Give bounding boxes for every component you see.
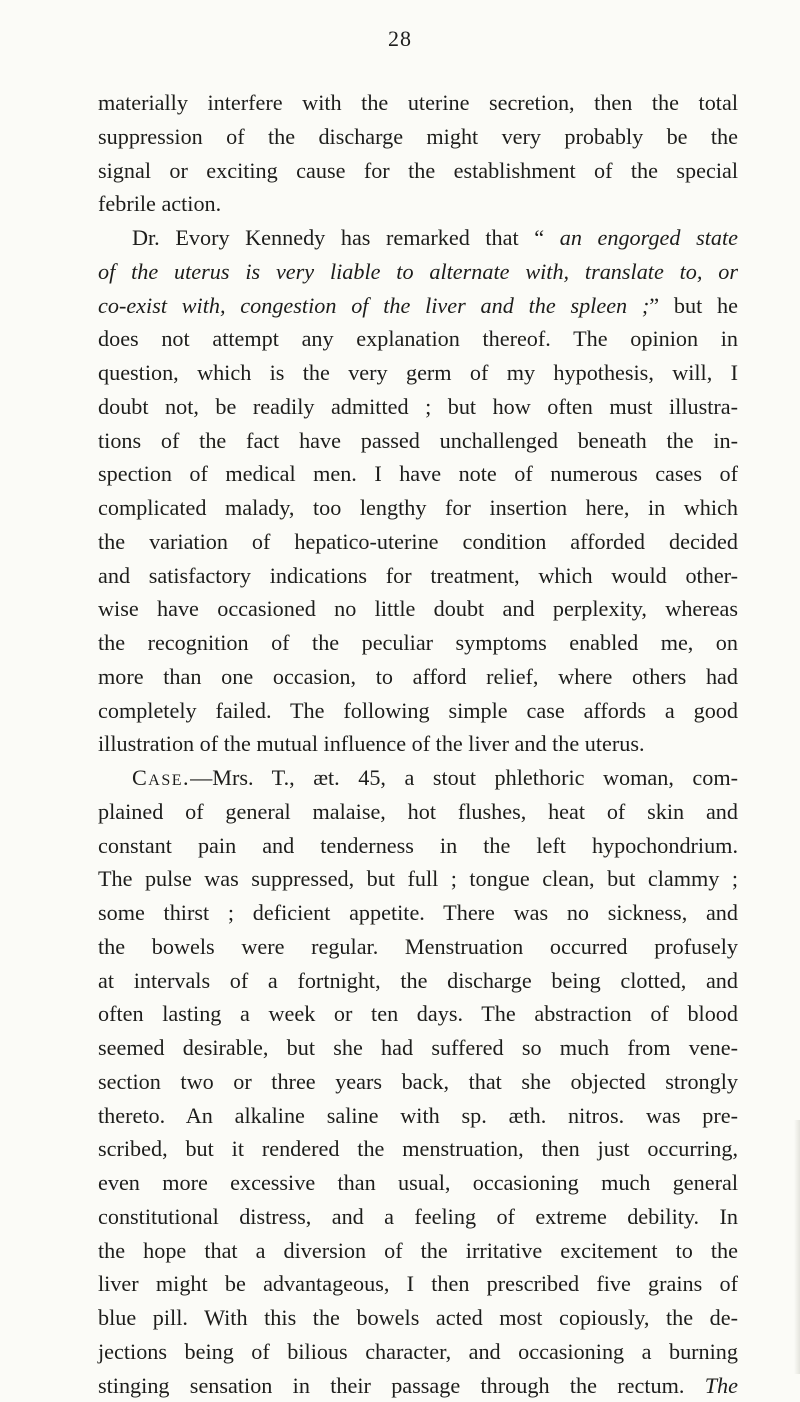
text-line: question, which is the very germ of my hypothesis, will, I (98, 356, 738, 390)
text-line: the recognition of the peculiar symptoms enabled me, on (98, 626, 738, 660)
text-line: suppression of the discharge might very probably be the (98, 120, 738, 154)
text-line: signal or exciting cause for the establishment of the special (98, 154, 738, 188)
case-heading: Case. (132, 765, 190, 790)
page-edge-shadow (794, 1120, 800, 1374)
text-line: more than one occasion, to afford relief, where others had (98, 660, 738, 694)
text-line: scribed, but it rendered the menstruation, then just occurring, (98, 1132, 738, 1166)
text-line: The pulse was suppressed, but full ; tongue clean, but clammy ; (98, 862, 738, 896)
text-line: seemed desirable, but she had suffered so much from vene- (98, 1031, 738, 1065)
text-line: at intervals of a fortnight, the discharge being clotted, and (98, 964, 738, 998)
text-line: of the uterus is very liable to alternate with, translate to, or (98, 255, 738, 289)
text-line: completely failed. The following simple case affords a good (98, 694, 738, 728)
text-line: constitutional distress, and a feeling of extreme debility. In (98, 1200, 738, 1234)
text-line: illustration of the mutual influence of the liver and the uterus. (98, 727, 738, 761)
body-text (98, 86, 738, 1402)
text-line: the hope that a diversion of the irritative excitement to the (98, 1234, 738, 1268)
text-line: thereto. An alkaline saline with sp. æth. nitros. was pre- (98, 1099, 738, 1133)
text-line: blue pill. With this the bowels acted most copiously, the de- (98, 1301, 738, 1335)
text-line: plained of general malaise, hot flushes, heat of skin and (98, 795, 738, 829)
text-line: constant pain and tenderness in the left hypochondrium. (98, 829, 738, 863)
text-line: jections being of bilious character, and occasioning a burning (98, 1335, 738, 1369)
text-line: even more excessive than usual, occasioning much general (98, 1166, 738, 1200)
text-line: some thirst ; deficient appetite. There was no sickness, and (98, 896, 738, 930)
text-line: liver might be advantageous, I then prescribed five grains of (98, 1267, 738, 1301)
text-line: febrile action. (98, 187, 738, 221)
text-line: co-exist with, congestion of the liver and the spleen ;” but he (98, 289, 738, 323)
text-line: the bowels were regular. Menstruation occurred profusely (98, 930, 738, 964)
text-line: Case.—Mrs. T., æt. 45, a stout phlethoric woman, com- (98, 761, 738, 795)
text-line: stinging sensation in their passage through the rectum. The (98, 1369, 738, 1402)
text-line: and satisfactory indications for treatment, which would other- (98, 559, 738, 593)
text-line: doubt not, be readily admitted ; but how often must illustra- (98, 390, 738, 424)
text-line: section two or three years back, that she objected strongly (98, 1065, 738, 1099)
text-line: often lasting a week or ten days. The abstraction of blood (98, 997, 738, 1031)
text-line: wise have occasioned no little doubt and perplexity, whereas (98, 592, 738, 626)
text-line: Dr. Evory Kennedy has remarked that “ an engorged state (98, 221, 738, 255)
text-line: spection of medical men. I have note of numerous cases of (98, 457, 738, 491)
text-line: materially interfere with the uterine secretion, then the total (98, 86, 738, 120)
text-line: tions of the fact have passed unchallenged beneath the in- (98, 424, 738, 458)
text-line: complicated malady, too lengthy for insertion here, in which (98, 491, 738, 525)
text-line: does not attempt any explanation thereof. The opinion in (98, 322, 738, 356)
text-line: the variation of hepatico-uterine condition afforded decided (98, 525, 738, 559)
page-number: 28 (0, 26, 800, 52)
